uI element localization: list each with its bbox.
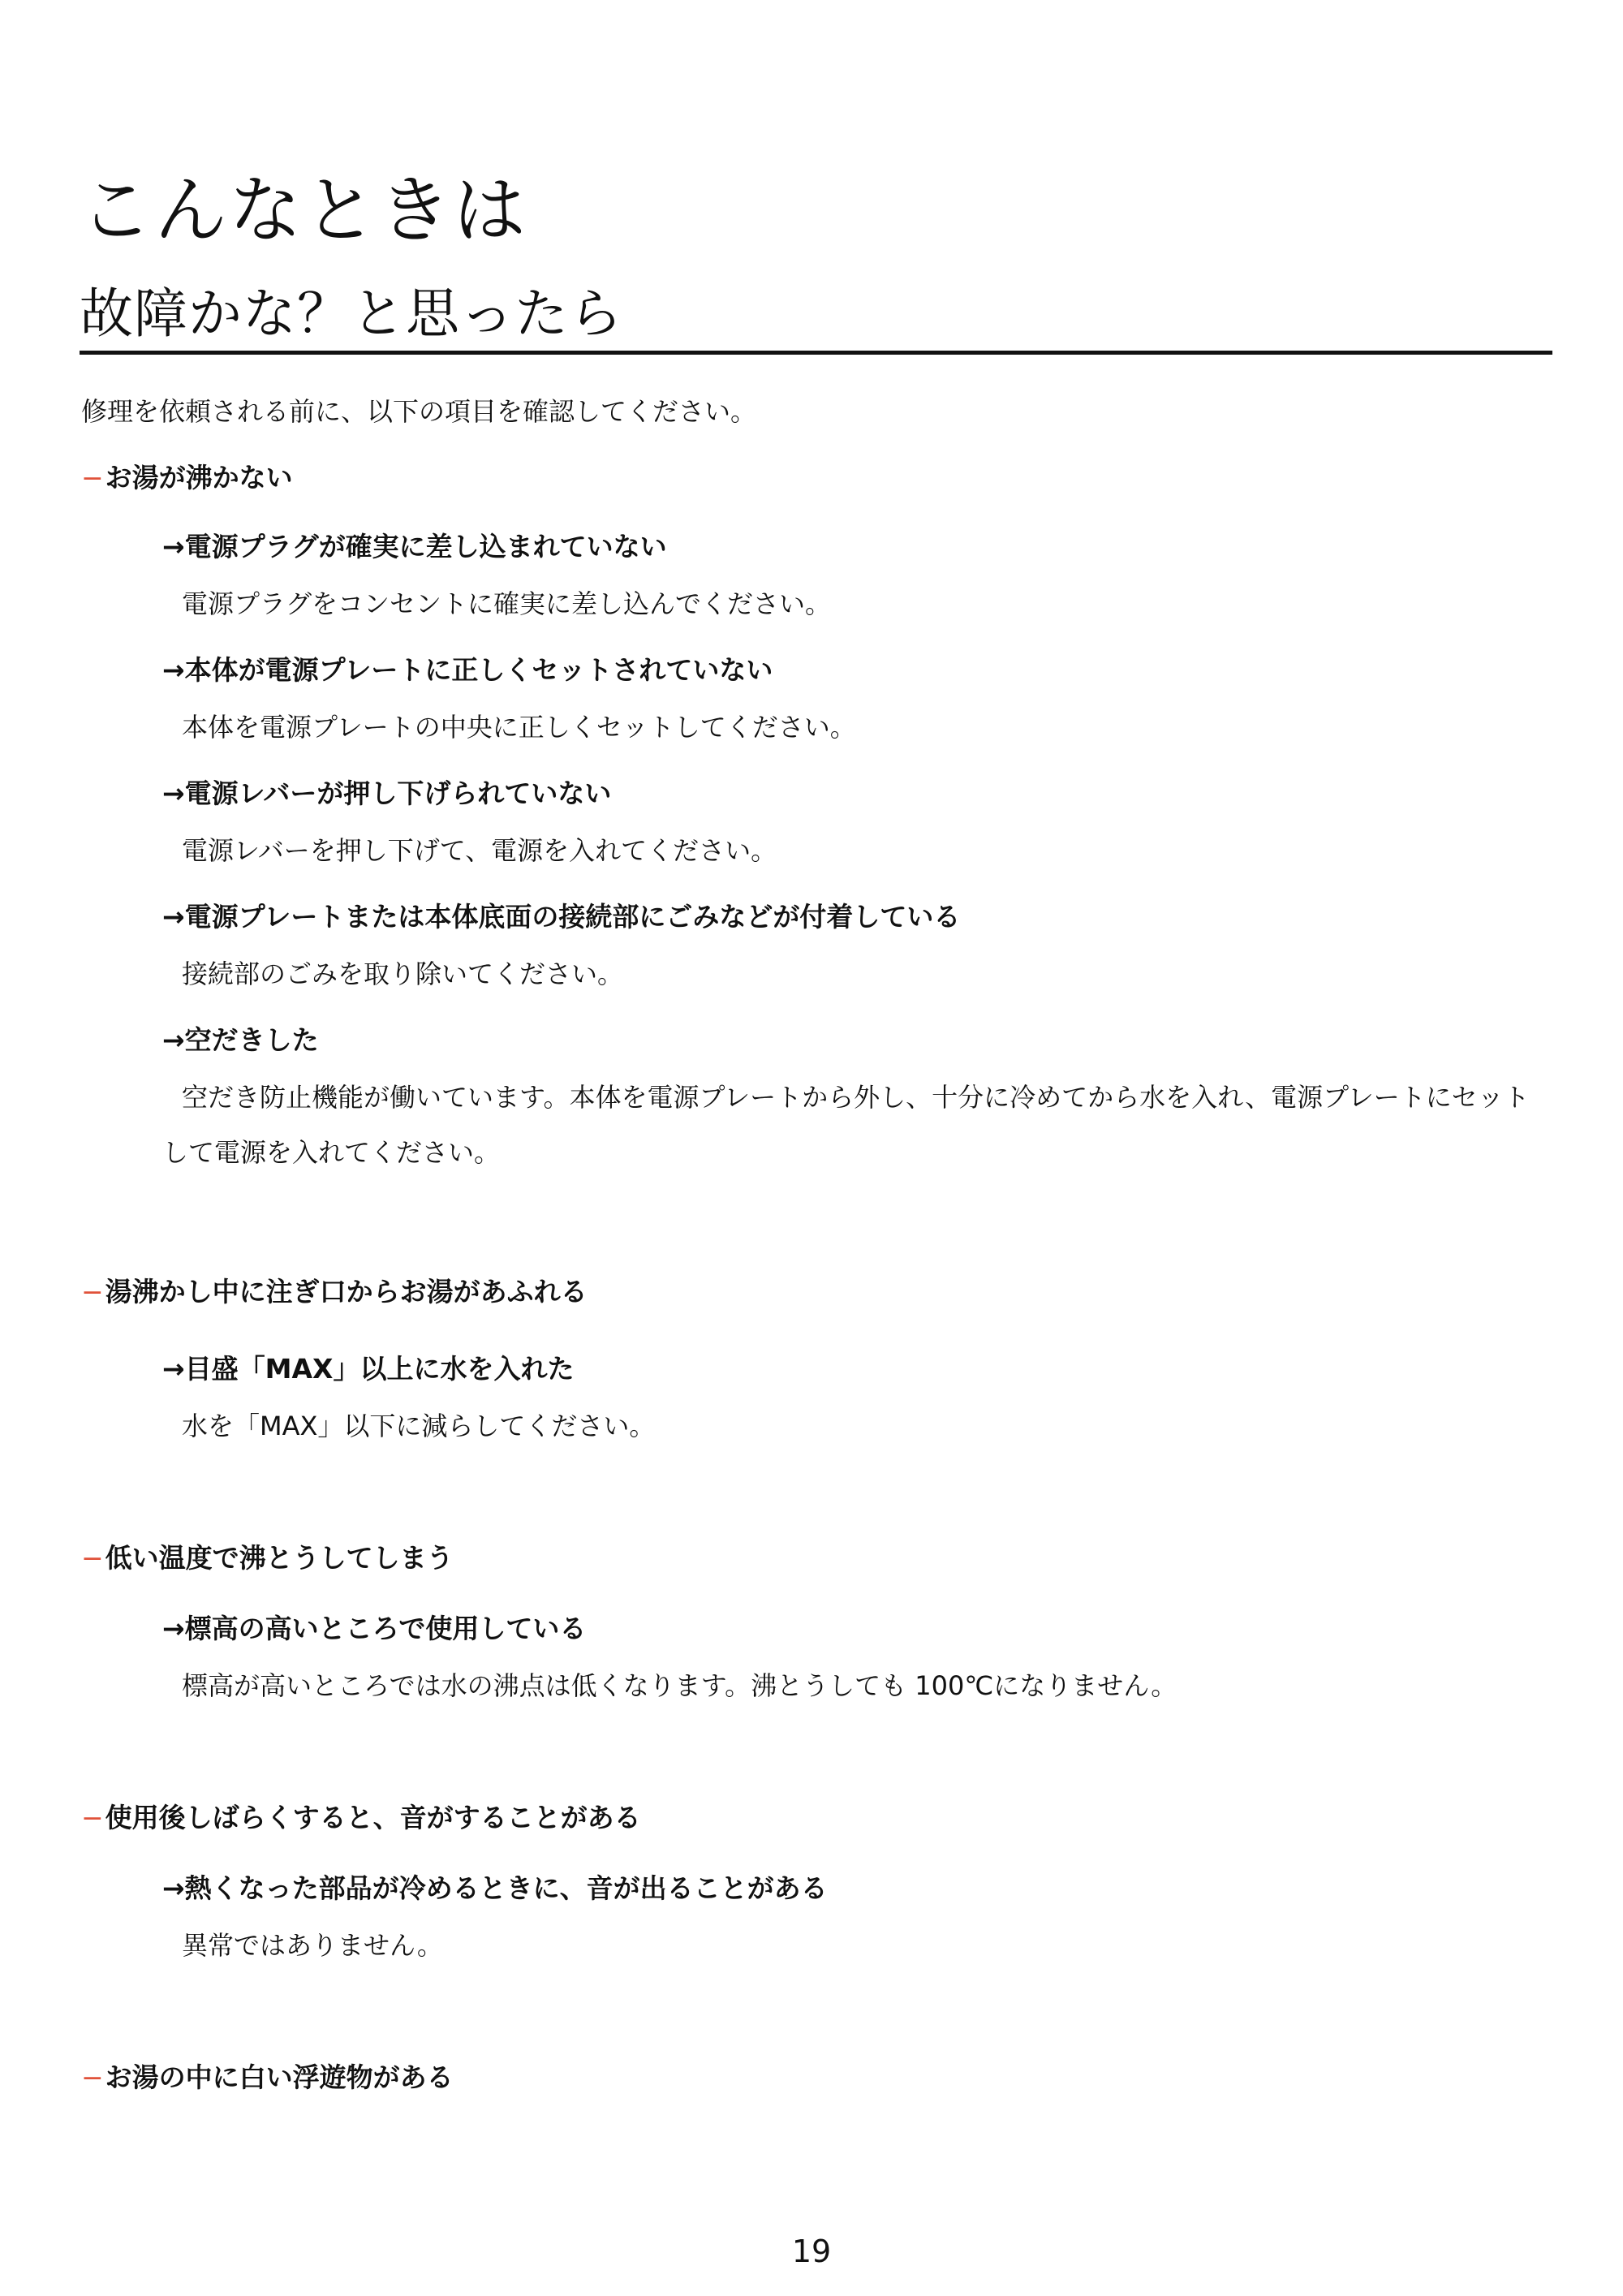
arrow-icon: → (162, 1613, 185, 1644)
cause-label: 本体が電源プレートに正しくセットされていない (184, 654, 773, 686)
remedy-text: 電源レバーを押し下げて、電源を入れてください。 (182, 835, 777, 866)
remedy-text: 水を「MAX」以下に減らしてください。 (182, 1411, 656, 1441)
remedy-text: 異常ではありません。 (182, 1930, 443, 1961)
problem-label: 湯沸かし中に注ぎ口からお湯があふれる (105, 1276, 588, 1307)
cause-label: 電源レバーが押し下げられていない (184, 778, 612, 809)
arrow-icon: → (162, 654, 185, 686)
cause-heading (162, 528, 667, 566)
problem-label: お湯が沸かない (105, 462, 293, 493)
cause-label: 電源プレートまたは本体底面の接続部にごみなどが付着している (184, 901, 961, 933)
remedy-text: 接続部のごみを取り除いてください。 (182, 958, 624, 989)
arrow-icon: → (162, 901, 185, 933)
remedy-text: 標高が高いところでは水の沸点は低くなります。沸とうしても 100℃になりません。 (182, 1670, 1177, 1701)
dash-icon: − (81, 1276, 104, 1307)
remedy-text: 本体を電源プレートの中央に正しくセットしてください。 (182, 712, 856, 743)
arrow-icon: → (162, 778, 185, 809)
dash-icon: − (81, 462, 104, 493)
cause-heading (162, 651, 773, 690)
problem-heading (81, 2058, 454, 2097)
section-divider (80, 351, 1552, 355)
problem-label: 低い温度で沸とうしてしまう (105, 1542, 454, 1574)
arrow-icon: → (162, 1353, 185, 1385)
cause-heading (162, 774, 611, 813)
remedy-text: 電源プラグをコンセントに確実に差し込んでください。 (182, 588, 832, 619)
arrow-icon: → (162, 1872, 185, 1904)
cause-label: 熱くなった部品が冷めるときに、音が出ることがある (184, 1872, 828, 1904)
cause-label: 目盛「MAX」以上に水を入れた (184, 1353, 575, 1385)
cause-heading (162, 1350, 574, 1389)
intro-text: 修理を依頼される前に、以下の項目を確認してください。 (81, 396, 757, 427)
cause-heading (162, 898, 960, 937)
dash-icon: − (81, 1542, 104, 1574)
dash-icon: − (81, 1802, 104, 1833)
cause-heading (162, 1869, 828, 1908)
problem-heading (81, 459, 293, 498)
problem-heading (81, 1798, 641, 1837)
remedy-text: 空だき防止機能が働いています。本体を電源プレートから外し、十分に冷めてから水を入れ、電源プレートにセットして電源を入れてください。 (162, 1082, 1530, 1168)
problem-label: 使用後しばらくすると、音がすることがある (105, 1802, 641, 1833)
problem-heading (81, 1273, 588, 1312)
page-number: 19 (791, 2234, 832, 2269)
cause-label: 空だきした (184, 1024, 319, 1056)
page-title: こんなときは (80, 168, 527, 253)
cause-heading (162, 1021, 319, 1060)
dash-icon: − (81, 2061, 104, 2093)
arrow-icon: → (162, 1024, 185, 1056)
cause-label: 標高の高いところで使用している (184, 1613, 587, 1644)
cause-heading (162, 1609, 586, 1648)
problem-label: お湯の中に白い浮遊物がある (105, 2061, 454, 2093)
section-title: 故障かな？と思ったら (80, 282, 623, 345)
problem-heading (81, 1539, 454, 1578)
cause-label: 電源プラグが確実に差し込まれていない (184, 531, 667, 562)
arrow-icon: → (162, 531, 185, 562)
